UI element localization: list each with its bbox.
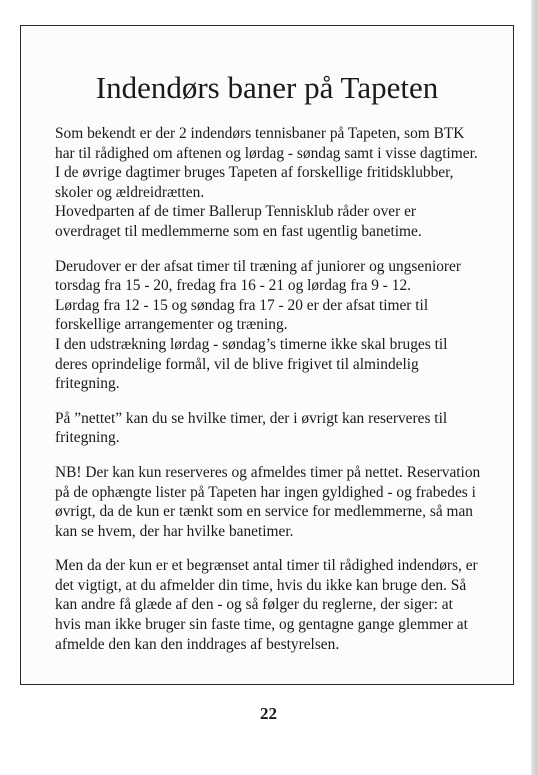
- text-line: har til rådighed om aftenen og lørdag - søndag samt i visse dagtimer.: [55, 144, 478, 162]
- text-line: Som bekendt er der 2 indendørs tennisbaner på Tapeten, som BTK: [55, 125, 465, 142]
- article-frame: [20, 25, 514, 685]
- page-edge-shadow: [531, 0, 537, 775]
- text-line: kan se hvem, der har hvilke banetimer.: [55, 522, 294, 540]
- page-number: 22: [260, 704, 277, 723]
- text-line: Lørdag fra 12 - 15 og søndag fra 17 - 20 er der afsat timer til: [55, 296, 429, 314]
- text-line: I de øvrige dagtimer bruges Tapeten af forskellige fritidsklubber,: [55, 164, 454, 182]
- text-line: hvis man ikke bruger sin faste time, og gentagne gange glemmer at: [55, 616, 468, 634]
- text-line: Hovedparten af de timer Ballerup Tennisklub råder over er: [55, 203, 417, 221]
- paragraph-4: [55, 463, 509, 541]
- article-title: Indendørs baner på Tapeten: [95, 70, 439, 105]
- text-line: Derudover er der afsat timer til træning af juniorer og ungseniorer: [55, 257, 462, 275]
- text-line: Men da der kun er et begrænset antal timer til rådighed indendørs, er: [55, 557, 478, 575]
- paragraph-3: [55, 409, 509, 448]
- article-body: [55, 124, 509, 669]
- text-line: På ”nettet” kan du se hvilke timer, der i øvrigt kan reserveres til: [55, 409, 448, 427]
- text-line: kan andre få glæde af den - og så følger du reglerne, der siger: at: [55, 596, 453, 614]
- paragraph-1: [55, 124, 509, 242]
- text-line: torsdag fra 15 - 20, fredag fra 16 - 21 og lørdag fra 9 - 12.: [55, 277, 411, 295]
- text-line: det vigtigt, at du afmelder din time, hvis du ikke kan bruge den. Så: [55, 576, 467, 594]
- text-line: skoler og ældreidrætten.: [55, 183, 205, 201]
- text-line: NB! Der kan kun reserveres og afmeldes timer på nettet. Reservation: [55, 463, 481, 481]
- text-line: deres oprindelige formål, vil de blive frigivet til almindelig: [55, 355, 419, 373]
- text-line: fritegning.: [55, 375, 120, 393]
- text-line: afmelde den kan den inddrages af bestyrelsen.: [55, 635, 340, 653]
- text-line: fritegning.: [55, 429, 120, 447]
- paragraph-5: [55, 556, 509, 654]
- text-line: på de ophængte lister på Tapeten har ingen gyldighed - og frabedes i: [55, 483, 476, 501]
- paragraph-2: [55, 257, 509, 394]
- text-line: overdraget til medlemmerne som en fast ugentlig banetime.: [55, 222, 422, 240]
- text-line: øvrigt, da de kun er tænkt som en service for medlemmerne, så man: [55, 503, 473, 521]
- text-line: I den udstrækning lørdag - søndag’s timerne ikke skal bruges til: [55, 335, 448, 353]
- text-line: forskellige arrangementer og træning.: [55, 316, 288, 334]
